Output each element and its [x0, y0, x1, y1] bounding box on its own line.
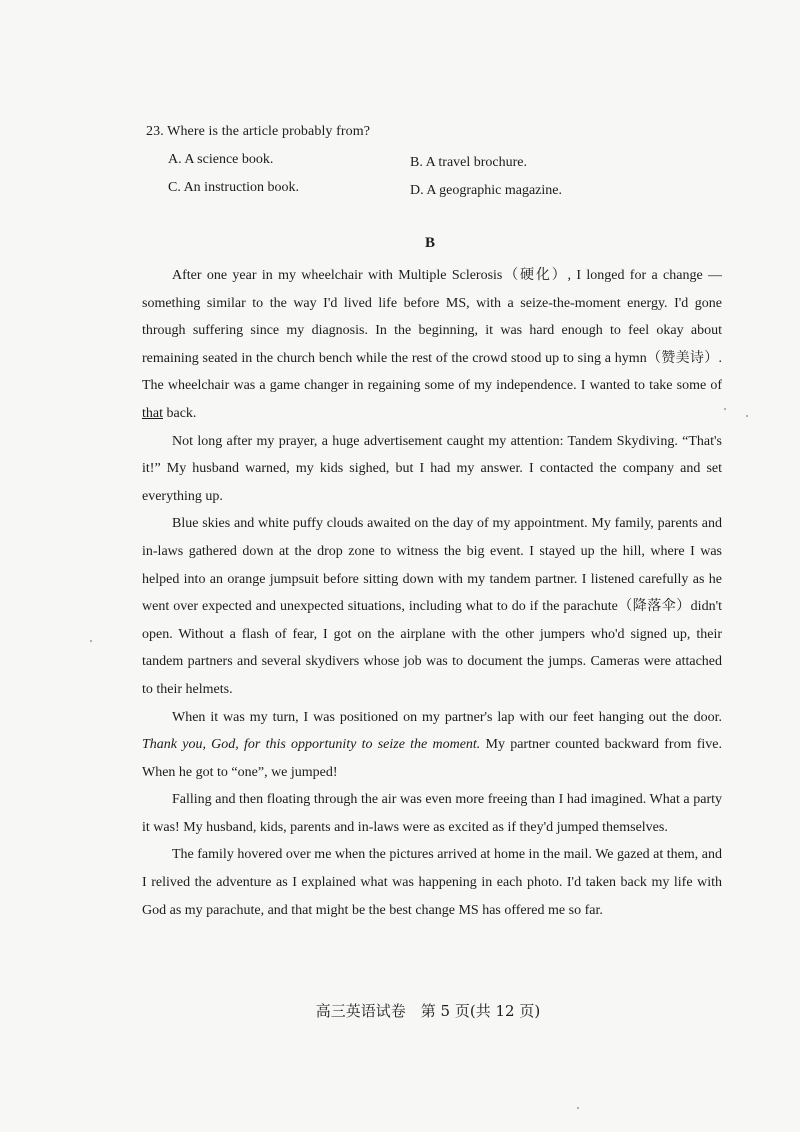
section-label: B — [424, 235, 435, 251]
scan-speck — [90, 640, 92, 642]
paragraph-4: When it was my turn, I was positioned on my partner's lap with our feet hanging out the door. Thank you, God, for this opportunity to seize the moment. My partner counted backward from five. When he got to “one”, we jumped! — [142, 709, 722, 780]
question-stem: 23. Where is the article probably from? — [146, 124, 371, 139]
scan-speck — [577, 1107, 579, 1109]
page-footer: 高三英语试卷 第 5 页(共 12 页) — [315, 1002, 541, 1020]
option-d: D. A geographic magazine. — [410, 183, 563, 198]
paragraph-3: Blue skies and white puffy clouds awaited on the day of my appointment. My family, parents and in-laws gathered down at the drop zone to witness the big event. I stayed up the hill, where I was helped into an orange jumpsuit before sitting down with my tandem partner. I listened carefully as he went over expected and unexpected situations, including what to do if the parachute（降落伞）didn't open. Without a flash of fear, I got on the airplane with the other jumpers who'd signed up, their tandem partners and several skydivers whose job was to document the jumps. Cameras were attached to their helmets. — [142, 516, 722, 697]
underlined-word: that — [142, 405, 163, 421]
scan-speck — [746, 415, 748, 417]
option-c: C. An instruction book. — [168, 180, 300, 195]
option-a: A. A science book. — [168, 152, 274, 167]
scan-speck — [724, 408, 726, 410]
paragraph-5: Falling and then floating through the air was even more freeing than I had imagined. What a party it was! My husband, kids, parents and in-laws were as excited as if they'd jumped themselves. — [142, 792, 722, 835]
italic-prayer: Thank you, God, for this opportunity to seize the moment. — [142, 737, 481, 753]
paragraph-1: After one year in my wheelchair with Multiple Sclerosis（硬化）, I longed for a change — something similar to the way I'd lived life before MS, with a seize-the-moment energy. I'd gone through suffering since my diagnosis. In the beginning, it was hard enough to feel okay about remaining seated in the church bench while the rest of the crowd stood up to sing a hymn（赞美诗）. The wheelchair was a game changer in regaining some of my independence. I wanted to take some of that back. — [142, 268, 722, 421]
reading-passage — [142, 262, 722, 924]
option-b: B. A travel brochure. — [410, 155, 528, 170]
paragraph-6: The family hovered over me when the pictures arrived at home in the mail. We gazed at them, and I relived the adventure as I explained what was happening in each photo. I'd taken back my life with God as my parachute, and that might be the best change MS has offered me so far. — [142, 847, 722, 918]
paragraph-2: Not long after my prayer, a huge advertisement caught my attention: Tandem Skydiving. “That's it!” My husband warned, my kids sighed, but I had my answer. I contacted the company and set everything up. — [142, 433, 722, 504]
